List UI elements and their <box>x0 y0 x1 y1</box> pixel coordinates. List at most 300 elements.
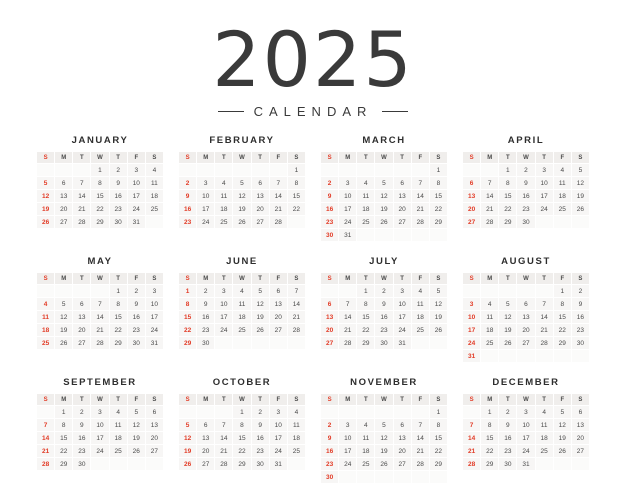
day-cell[interactable]: 7 <box>481 177 499 190</box>
day-cell[interactable]: 14 <box>481 190 499 203</box>
day-cell[interactable]: 21 <box>37 445 55 458</box>
day-cell[interactable]: 7 <box>91 298 109 311</box>
day-cell[interactable]: 17 <box>91 432 109 445</box>
day-cell[interactable]: 12 <box>127 419 145 432</box>
day-cell[interactable]: 21 <box>287 311 305 324</box>
day-cell[interactable]: 9 <box>375 298 393 311</box>
day-cell[interactable]: 18 <box>233 311 251 324</box>
day-cell[interactable]: 9 <box>321 190 339 203</box>
day-cell[interactable]: 22 <box>91 203 109 216</box>
day-cell[interactable]: 3 <box>517 406 535 419</box>
day-cell[interactable]: 8 <box>499 177 517 190</box>
day-cell[interactable]: 13 <box>251 190 269 203</box>
day-cell[interactable]: 5 <box>375 177 393 190</box>
day-cell[interactable]: 13 <box>145 419 163 432</box>
day-cell[interactable]: 3 <box>91 406 109 419</box>
day-cell[interactable]: 11 <box>109 419 127 432</box>
day-cell[interactable]: 9 <box>321 432 339 445</box>
day-cell[interactable]: 12 <box>553 419 571 432</box>
day-cell[interactable]: 25 <box>553 203 571 216</box>
day-cell[interactable]: 2 <box>499 406 517 419</box>
day-cell[interactable]: 7 <box>269 177 287 190</box>
day-cell[interactable]: 9 <box>571 298 589 311</box>
day-cell[interactable]: 12 <box>429 298 447 311</box>
day-cell[interactable]: 5 <box>553 406 571 419</box>
day-cell[interactable]: 7 <box>411 177 429 190</box>
day-cell[interactable]: 11 <box>357 432 375 445</box>
day-cell[interactable]: 7 <box>73 177 91 190</box>
day-cell[interactable]: 20 <box>55 203 73 216</box>
day-cell[interactable]: 30 <box>499 458 517 471</box>
day-cell[interactable]: 7 <box>535 298 553 311</box>
day-cell[interactable]: 14 <box>339 311 357 324</box>
day-cell[interactable]: 24 <box>535 203 553 216</box>
day-cell[interactable]: 28 <box>73 216 91 229</box>
day-cell[interactable]: 15 <box>357 311 375 324</box>
day-cell[interactable]: 16 <box>375 311 393 324</box>
day-cell[interactable]: 16 <box>73 432 91 445</box>
day-cell[interactable]: 20 <box>73 324 91 337</box>
day-cell[interactable]: 31 <box>269 458 287 471</box>
day-cell[interactable]: 17 <box>269 432 287 445</box>
day-cell[interactable]: 12 <box>37 190 55 203</box>
day-cell[interactable]: 15 <box>91 190 109 203</box>
day-cell[interactable]: 2 <box>375 285 393 298</box>
day-cell[interactable]: 29 <box>233 458 251 471</box>
day-cell[interactable]: 14 <box>411 432 429 445</box>
day-cell[interactable]: 24 <box>91 445 109 458</box>
day-cell[interactable]: 17 <box>127 190 145 203</box>
day-cell[interactable]: 28 <box>37 458 55 471</box>
day-cell[interactable]: 12 <box>571 177 589 190</box>
day-cell[interactable]: 2 <box>73 406 91 419</box>
day-cell[interactable]: 6 <box>393 419 411 432</box>
day-cell[interactable]: 11 <box>535 419 553 432</box>
day-cell[interactable]: 10 <box>535 177 553 190</box>
day-cell[interactable]: 9 <box>179 190 197 203</box>
day-cell[interactable]: 29 <box>357 337 375 350</box>
day-cell[interactable]: 6 <box>197 419 215 432</box>
day-cell[interactable]: 21 <box>411 445 429 458</box>
day-cell[interactable]: 19 <box>375 203 393 216</box>
day-cell[interactable]: 17 <box>463 324 481 337</box>
day-cell[interactable]: 4 <box>481 298 499 311</box>
day-cell[interactable]: 25 <box>37 337 55 350</box>
day-cell[interactable]: 27 <box>393 458 411 471</box>
day-cell[interactable]: 10 <box>127 177 145 190</box>
day-cell[interactable]: 18 <box>553 190 571 203</box>
day-cell[interactable]: 8 <box>55 419 73 432</box>
day-cell[interactable]: 2 <box>517 164 535 177</box>
day-cell[interactable]: 1 <box>287 164 305 177</box>
day-cell[interactable]: 13 <box>269 298 287 311</box>
day-cell[interactable]: 18 <box>535 432 553 445</box>
day-cell[interactable]: 13 <box>73 311 91 324</box>
day-cell[interactable]: 5 <box>233 177 251 190</box>
day-cell[interactable]: 31 <box>463 350 481 363</box>
day-cell[interactable]: 3 <box>463 298 481 311</box>
day-cell[interactable]: 24 <box>339 216 357 229</box>
day-cell[interactable]: 11 <box>357 190 375 203</box>
day-cell[interactable]: 29 <box>429 216 447 229</box>
day-cell[interactable]: 25 <box>215 216 233 229</box>
day-cell[interactable]: 30 <box>321 471 339 484</box>
day-cell[interactable]: 20 <box>269 311 287 324</box>
day-cell[interactable]: 4 <box>553 164 571 177</box>
day-cell[interactable]: 22 <box>179 324 197 337</box>
day-cell[interactable]: 11 <box>553 177 571 190</box>
day-cell[interactable]: 7 <box>411 419 429 432</box>
day-cell[interactable]: 6 <box>321 298 339 311</box>
day-cell[interactable]: 30 <box>375 337 393 350</box>
day-cell[interactable]: 8 <box>91 177 109 190</box>
day-cell[interactable]: 1 <box>499 164 517 177</box>
day-cell[interactable]: 12 <box>55 311 73 324</box>
day-cell[interactable]: 14 <box>535 311 553 324</box>
day-cell[interactable]: 5 <box>127 406 145 419</box>
day-cell[interactable]: 4 <box>109 406 127 419</box>
day-cell[interactable]: 15 <box>233 432 251 445</box>
day-cell[interactable]: 3 <box>393 285 411 298</box>
day-cell[interactable]: 7 <box>287 285 305 298</box>
day-cell[interactable]: 26 <box>375 216 393 229</box>
day-cell[interactable]: 9 <box>109 177 127 190</box>
day-cell[interactable]: 1 <box>91 164 109 177</box>
day-cell[interactable]: 10 <box>339 432 357 445</box>
day-cell[interactable]: 1 <box>429 164 447 177</box>
day-cell[interactable]: 23 <box>179 216 197 229</box>
day-cell[interactable]: 29 <box>429 458 447 471</box>
day-cell[interactable]: 20 <box>463 203 481 216</box>
day-cell[interactable]: 3 <box>339 419 357 432</box>
day-cell[interactable]: 1 <box>357 285 375 298</box>
day-cell[interactable]: 13 <box>321 311 339 324</box>
day-cell[interactable]: 22 <box>481 445 499 458</box>
day-cell[interactable]: 11 <box>215 190 233 203</box>
day-cell[interactable]: 28 <box>287 324 305 337</box>
day-cell[interactable]: 25 <box>287 445 305 458</box>
day-cell[interactable]: 18 <box>357 203 375 216</box>
day-cell[interactable]: 1 <box>55 406 73 419</box>
day-cell[interactable]: 20 <box>517 324 535 337</box>
day-cell[interactable]: 28 <box>535 337 553 350</box>
day-cell[interactable]: 24 <box>145 324 163 337</box>
day-cell[interactable]: 6 <box>269 285 287 298</box>
day-cell[interactable]: 4 <box>357 177 375 190</box>
day-cell[interactable]: 18 <box>481 324 499 337</box>
day-cell[interactable]: 24 <box>269 445 287 458</box>
day-cell[interactable]: 25 <box>411 324 429 337</box>
day-cell[interactable]: 14 <box>73 190 91 203</box>
day-cell[interactable]: 26 <box>251 324 269 337</box>
day-cell[interactable]: 15 <box>179 311 197 324</box>
day-cell[interactable]: 27 <box>269 324 287 337</box>
day-cell[interactable]: 8 <box>553 298 571 311</box>
day-cell[interactable]: 25 <box>233 324 251 337</box>
day-cell[interactable]: 10 <box>91 419 109 432</box>
day-cell[interactable]: 30 <box>517 216 535 229</box>
day-cell[interactable]: 29 <box>481 458 499 471</box>
day-cell[interactable]: 16 <box>571 311 589 324</box>
day-cell[interactable]: 24 <box>215 324 233 337</box>
day-cell[interactable]: 4 <box>145 164 163 177</box>
day-cell[interactable]: 14 <box>287 298 305 311</box>
day-cell[interactable]: 31 <box>517 458 535 471</box>
day-cell[interactable]: 10 <box>269 419 287 432</box>
day-cell[interactable]: 23 <box>517 203 535 216</box>
day-cell[interactable]: 3 <box>215 285 233 298</box>
day-cell[interactable]: 28 <box>463 458 481 471</box>
day-cell[interactable]: 14 <box>91 311 109 324</box>
day-cell[interactable]: 7 <box>339 298 357 311</box>
day-cell[interactable]: 31 <box>339 229 357 242</box>
day-cell[interactable]: 9 <box>499 419 517 432</box>
day-cell[interactable]: 19 <box>55 324 73 337</box>
day-cell[interactable]: 15 <box>481 432 499 445</box>
day-cell[interactable]: 16 <box>499 432 517 445</box>
day-cell[interactable]: 15 <box>429 190 447 203</box>
day-cell[interactable]: 12 <box>499 311 517 324</box>
day-cell[interactable]: 21 <box>73 203 91 216</box>
day-cell[interactable]: 31 <box>145 337 163 350</box>
day-cell[interactable]: 5 <box>571 164 589 177</box>
day-cell[interactable]: 5 <box>429 285 447 298</box>
day-cell[interactable]: 17 <box>197 203 215 216</box>
day-cell[interactable]: 6 <box>517 298 535 311</box>
day-cell[interactable]: 23 <box>375 324 393 337</box>
day-cell[interactable]: 20 <box>197 445 215 458</box>
day-cell[interactable]: 22 <box>429 445 447 458</box>
day-cell[interactable]: 19 <box>179 445 197 458</box>
day-cell[interactable]: 13 <box>463 190 481 203</box>
day-cell[interactable]: 16 <box>109 190 127 203</box>
day-cell[interactable]: 5 <box>251 285 269 298</box>
day-cell[interactable]: 4 <box>215 177 233 190</box>
day-cell[interactable]: 6 <box>55 177 73 190</box>
day-cell[interactable]: 17 <box>339 203 357 216</box>
day-cell[interactable]: 23 <box>127 324 145 337</box>
day-cell[interactable]: 26 <box>179 458 197 471</box>
day-cell[interactable]: 29 <box>553 337 571 350</box>
day-cell[interactable]: 10 <box>215 298 233 311</box>
day-cell[interactable]: 27 <box>571 445 589 458</box>
day-cell[interactable]: 17 <box>393 311 411 324</box>
day-cell[interactable]: 28 <box>339 337 357 350</box>
day-cell[interactable]: 15 <box>553 311 571 324</box>
day-cell[interactable]: 2 <box>251 406 269 419</box>
day-cell[interactable]: 4 <box>535 406 553 419</box>
day-cell[interactable]: 3 <box>269 406 287 419</box>
day-cell[interactable]: 10 <box>339 190 357 203</box>
day-cell[interactable]: 12 <box>251 298 269 311</box>
day-cell[interactable]: 1 <box>233 406 251 419</box>
day-cell[interactable]: 11 <box>233 298 251 311</box>
day-cell[interactable]: 10 <box>463 311 481 324</box>
day-cell[interactable]: 27 <box>321 337 339 350</box>
day-cell[interactable]: 5 <box>55 298 73 311</box>
day-cell[interactable]: 7 <box>215 419 233 432</box>
day-cell[interactable]: 22 <box>55 445 73 458</box>
day-cell[interactable]: 9 <box>73 419 91 432</box>
day-cell[interactable]: 26 <box>37 216 55 229</box>
day-cell[interactable]: 16 <box>517 190 535 203</box>
day-cell[interactable]: 27 <box>55 216 73 229</box>
day-cell[interactable]: 9 <box>517 177 535 190</box>
day-cell[interactable]: 24 <box>393 324 411 337</box>
day-cell[interactable]: 2 <box>321 177 339 190</box>
day-cell[interactable]: 19 <box>251 311 269 324</box>
day-cell[interactable]: 14 <box>411 190 429 203</box>
day-cell[interactable]: 26 <box>233 216 251 229</box>
day-cell[interactable]: 8 <box>429 419 447 432</box>
day-cell[interactable]: 9 <box>251 419 269 432</box>
day-cell[interactable]: 11 <box>481 311 499 324</box>
day-cell[interactable]: 4 <box>287 406 305 419</box>
day-cell[interactable]: 26 <box>553 445 571 458</box>
day-cell[interactable]: 17 <box>339 445 357 458</box>
day-cell[interactable]: 22 <box>109 324 127 337</box>
day-cell[interactable]: 17 <box>215 311 233 324</box>
day-cell[interactable]: 28 <box>411 458 429 471</box>
day-cell[interactable]: 29 <box>499 216 517 229</box>
day-cell[interactable]: 16 <box>127 311 145 324</box>
day-cell[interactable]: 6 <box>145 406 163 419</box>
day-cell[interactable]: 12 <box>375 190 393 203</box>
day-cell[interactable]: 26 <box>429 324 447 337</box>
day-cell[interactable]: 26 <box>571 203 589 216</box>
day-cell[interactable]: 12 <box>233 190 251 203</box>
day-cell[interactable]: 15 <box>287 190 305 203</box>
day-cell[interactable]: 16 <box>321 203 339 216</box>
day-cell[interactable]: 23 <box>109 203 127 216</box>
day-cell[interactable]: 14 <box>269 190 287 203</box>
day-cell[interactable]: 29 <box>55 458 73 471</box>
day-cell[interactable]: 5 <box>499 298 517 311</box>
day-cell[interactable]: 27 <box>393 216 411 229</box>
day-cell[interactable]: 28 <box>481 216 499 229</box>
day-cell[interactable]: 19 <box>375 445 393 458</box>
day-cell[interactable]: 31 <box>393 337 411 350</box>
day-cell[interactable]: 29 <box>179 337 197 350</box>
day-cell[interactable]: 15 <box>499 190 517 203</box>
day-cell[interactable]: 22 <box>429 203 447 216</box>
day-cell[interactable]: 24 <box>463 337 481 350</box>
day-cell[interactable]: 27 <box>517 337 535 350</box>
day-cell[interactable]: 1 <box>429 406 447 419</box>
day-cell[interactable]: 6 <box>571 406 589 419</box>
day-cell[interactable]: 13 <box>571 419 589 432</box>
day-cell[interactable]: 24 <box>197 216 215 229</box>
day-cell[interactable]: 14 <box>215 432 233 445</box>
day-cell[interactable]: 6 <box>73 298 91 311</box>
day-cell[interactable]: 8 <box>287 177 305 190</box>
day-cell[interactable]: 15 <box>429 432 447 445</box>
day-cell[interactable]: 3 <box>145 285 163 298</box>
day-cell[interactable]: 28 <box>91 337 109 350</box>
day-cell[interactable]: 18 <box>109 432 127 445</box>
day-cell[interactable]: 2 <box>571 285 589 298</box>
day-cell[interactable]: 10 <box>517 419 535 432</box>
day-cell[interactable]: 3 <box>339 177 357 190</box>
day-cell[interactable]: 11 <box>287 419 305 432</box>
day-cell[interactable]: 4 <box>357 419 375 432</box>
day-cell[interactable]: 11 <box>37 311 55 324</box>
day-cell[interactable]: 26 <box>375 458 393 471</box>
day-cell[interactable]: 13 <box>517 311 535 324</box>
day-cell[interactable]: 28 <box>411 216 429 229</box>
day-cell[interactable]: 27 <box>197 458 215 471</box>
day-cell[interactable]: 21 <box>481 203 499 216</box>
day-cell[interactable]: 13 <box>197 432 215 445</box>
day-cell[interactable]: 6 <box>393 177 411 190</box>
day-cell[interactable]: 15 <box>55 432 73 445</box>
day-cell[interactable]: 22 <box>287 203 305 216</box>
day-cell[interactable]: 9 <box>197 298 215 311</box>
day-cell[interactable]: 21 <box>215 445 233 458</box>
day-cell[interactable]: 23 <box>197 324 215 337</box>
day-cell[interactable]: 12 <box>179 432 197 445</box>
day-cell[interactable]: 16 <box>179 203 197 216</box>
day-cell[interactable]: 25 <box>357 216 375 229</box>
day-cell[interactable]: 22 <box>233 445 251 458</box>
day-cell[interactable]: 16 <box>321 445 339 458</box>
day-cell[interactable]: 19 <box>553 432 571 445</box>
day-cell[interactable]: 19 <box>499 324 517 337</box>
day-cell[interactable]: 29 <box>109 337 127 350</box>
day-cell[interactable]: 4 <box>411 285 429 298</box>
day-cell[interactable]: 29 <box>91 216 109 229</box>
day-cell[interactable]: 24 <box>517 445 535 458</box>
day-cell[interactable]: 5 <box>179 419 197 432</box>
day-cell[interactable]: 30 <box>127 337 145 350</box>
day-cell[interactable]: 23 <box>251 445 269 458</box>
day-cell[interactable]: 10 <box>197 190 215 203</box>
day-cell[interactable]: 3 <box>127 164 145 177</box>
day-cell[interactable]: 22 <box>357 324 375 337</box>
day-cell[interactable]: 24 <box>339 458 357 471</box>
day-cell[interactable]: 6 <box>251 177 269 190</box>
day-cell[interactable]: 15 <box>109 311 127 324</box>
day-cell[interactable]: 28 <box>215 458 233 471</box>
day-cell[interactable]: 4 <box>233 285 251 298</box>
day-cell[interactable]: 18 <box>37 324 55 337</box>
day-cell[interactable]: 2 <box>197 285 215 298</box>
day-cell[interactable]: 23 <box>571 324 589 337</box>
day-cell[interactable]: 21 <box>91 324 109 337</box>
day-cell[interactable]: 19 <box>37 203 55 216</box>
day-cell[interactable]: 1 <box>553 285 571 298</box>
day-cell[interactable]: 17 <box>535 190 553 203</box>
day-cell[interactable]: 7 <box>463 419 481 432</box>
day-cell[interactable]: 26 <box>127 445 145 458</box>
day-cell[interactable]: 26 <box>55 337 73 350</box>
day-cell[interactable]: 19 <box>233 203 251 216</box>
day-cell[interactable]: 19 <box>127 432 145 445</box>
day-cell[interactable]: 18 <box>215 203 233 216</box>
day-cell[interactable]: 24 <box>127 203 145 216</box>
day-cell[interactable]: 21 <box>535 324 553 337</box>
day-cell[interactable]: 18 <box>357 445 375 458</box>
day-cell[interactable]: 8 <box>233 419 251 432</box>
day-cell[interactable]: 30 <box>197 337 215 350</box>
day-cell[interactable]: 21 <box>411 203 429 216</box>
day-cell[interactable]: 27 <box>251 216 269 229</box>
day-cell[interactable]: 30 <box>73 458 91 471</box>
day-cell[interactable]: 19 <box>571 190 589 203</box>
day-cell[interactable]: 5 <box>37 177 55 190</box>
day-cell[interactable]: 13 <box>393 190 411 203</box>
day-cell[interactable]: 11 <box>145 177 163 190</box>
